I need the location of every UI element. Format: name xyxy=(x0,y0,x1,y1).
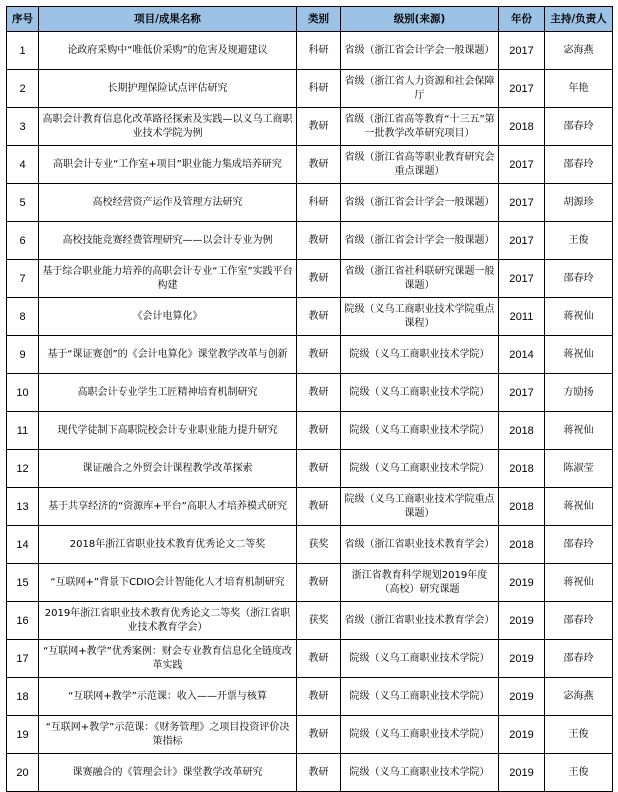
cell-project-name: 课赛融合的《管理会计》课堂教学改革研究 xyxy=(39,754,297,792)
cell-index: 15 xyxy=(7,564,39,602)
cell-index: 5 xyxy=(7,184,39,222)
header-category: 类别 xyxy=(297,7,341,32)
cell-category: 教研 xyxy=(297,678,341,716)
cell-leader: 陈淑莹 xyxy=(545,450,613,488)
header-leader: 主持/负责人 xyxy=(545,7,613,32)
cell-leader: 蒋祝仙 xyxy=(545,298,613,336)
cell-level-source: 省级（浙江省会计学会一般课题） xyxy=(341,222,499,260)
cell-year: 2019 xyxy=(499,678,545,716)
cell-level-source: 院级（义乌工商职业技术学院重点课题） xyxy=(341,488,499,526)
table-row xyxy=(7,222,613,260)
cell-index: 1 xyxy=(7,32,39,70)
table-row xyxy=(7,412,613,450)
cell-level-source: 院级（义乌工商职业技术学院） xyxy=(341,716,499,754)
cell-leader: 邵春玲 xyxy=(545,602,613,640)
cell-project-name: 现代学徒制下高职院校会计专业职业能力提升研究 xyxy=(39,412,297,450)
cell-category: 科研 xyxy=(297,70,341,108)
cell-project-name: 高职会计教育信息化改革路径探索及实践—以义乌工商职业技术学院为例 xyxy=(39,108,297,146)
cell-year: 2017 xyxy=(499,184,545,222)
cell-project-name: 高职会计专业学生工匠精神培育机制研究 xyxy=(39,374,297,412)
cell-leader: 王俊 xyxy=(545,754,613,792)
cell-leader: 蒋祝仙 xyxy=(545,564,613,602)
cell-category: 教研 xyxy=(297,412,341,450)
cell-year: 2019 xyxy=(499,564,545,602)
cell-project-name: 高校技能竞赛经费管理研究——以会计专业为例 xyxy=(39,222,297,260)
table-row xyxy=(7,526,613,564)
cell-level-source: 院级（义乌工商职业技术学院重点课程） xyxy=(341,298,499,336)
table-row xyxy=(7,754,613,792)
table-row xyxy=(7,716,613,754)
cell-category: 教研 xyxy=(297,754,341,792)
cell-level-source: 院级（义乌工商职业技术学院） xyxy=(341,412,499,450)
cell-index: 6 xyxy=(7,222,39,260)
cell-category: 教研 xyxy=(297,222,341,260)
cell-level-source: 省级（浙江省高等职业教育研究会重点课题） xyxy=(341,146,499,184)
cell-index: 2 xyxy=(7,70,39,108)
cell-project-name: “互联网+教学”示范课：收入——开票与核算 xyxy=(39,678,297,716)
table-row xyxy=(7,450,613,488)
table-row xyxy=(7,602,613,640)
cell-category: 教研 xyxy=(297,260,341,298)
cell-project-name: “互联网+教学”优秀案例：财会专业教育信息化全链度改革实践 xyxy=(39,640,297,678)
cell-project-name: 长期护理保险试点评估研究 xyxy=(39,70,297,108)
cell-level-source: 省级（浙江省会计学会一般课题） xyxy=(341,184,499,222)
cell-year: 2017 xyxy=(499,70,545,108)
table-row xyxy=(7,336,613,374)
cell-category: 教研 xyxy=(297,716,341,754)
cell-level-source: 省级（浙江省职业技术教育学会） xyxy=(341,526,499,564)
cell-leader: 方励扬 xyxy=(545,374,613,412)
table-row xyxy=(7,108,613,146)
cell-leader: 蒋祝仙 xyxy=(545,412,613,450)
cell-category: 教研 xyxy=(297,640,341,678)
cell-level-source: 省级（浙江省人力资源和社会保障厅 xyxy=(341,70,499,108)
cell-level-source: 省级（浙江省职业技术教育学会） xyxy=(341,602,499,640)
header-year: 年份 xyxy=(499,7,545,32)
cell-year: 2019 xyxy=(499,602,545,640)
cell-project-name: 基于共享经济的“资源库+平台”高职人才培养模式研究 xyxy=(39,488,297,526)
cell-project-name: 高校经营资产运作及管理方法研究 xyxy=(39,184,297,222)
cell-level-source: 浙江省教育科学规划2019年度（高校）研究课题 xyxy=(341,564,499,602)
cell-year: 2019 xyxy=(499,716,545,754)
table-row xyxy=(7,184,613,222)
header-project-name: 项目/成果名称 xyxy=(39,7,297,32)
cell-category: 教研 xyxy=(297,336,341,374)
cell-index: 17 xyxy=(7,640,39,678)
cell-year: 2019 xyxy=(499,640,545,678)
cell-project-name: 2018年浙江省职业技术教育优秀论文二等奖 xyxy=(39,526,297,564)
cell-level-source: 院级（义乌工商职业技术学院） xyxy=(341,678,499,716)
cell-leader: 邵春玲 xyxy=(545,108,613,146)
cell-leader: 蒋祝仙 xyxy=(545,488,613,526)
cell-category: 教研 xyxy=(297,374,341,412)
cell-leader: 王俊 xyxy=(545,222,613,260)
cell-leader: 王俊 xyxy=(545,716,613,754)
cell-leader: 邵春玲 xyxy=(545,260,613,298)
cell-index: 20 xyxy=(7,754,39,792)
cell-index: 10 xyxy=(7,374,39,412)
cell-level-source: 省级（浙江省会计学会一般课题） xyxy=(341,32,499,70)
header-row xyxy=(7,7,613,32)
cell-category: 教研 xyxy=(297,564,341,602)
cell-leader: 蒋祝仙 xyxy=(545,336,613,374)
cell-level-source: 院级（义乌工商职业技术学院） xyxy=(341,754,499,792)
cell-year: 2018 xyxy=(499,412,545,450)
cell-leader: 宓海燕 xyxy=(545,32,613,70)
cell-year: 2017 xyxy=(499,146,545,184)
cell-category: 教研 xyxy=(297,488,341,526)
cell-level-source: 省级（浙江省社科联研究课题一般课题） xyxy=(341,260,499,298)
cell-index: 12 xyxy=(7,450,39,488)
cell-year: 2018 xyxy=(499,488,545,526)
table-row xyxy=(7,70,613,108)
cell-category: 教研 xyxy=(297,108,341,146)
cell-category: 获奖 xyxy=(297,526,341,564)
table-row xyxy=(7,260,613,298)
header-level-source: 级别(来源) xyxy=(341,7,499,32)
cell-year: 2017 xyxy=(499,222,545,260)
cell-year: 2017 xyxy=(499,260,545,298)
cell-year: 2011 xyxy=(499,298,545,336)
cell-year: 2014 xyxy=(499,336,545,374)
cell-leader: 邵春玲 xyxy=(545,640,613,678)
cell-category: 科研 xyxy=(297,184,341,222)
cell-index: 14 xyxy=(7,526,39,564)
projects-table xyxy=(6,6,613,792)
table-row xyxy=(7,146,613,184)
cell-level-source: 省级（浙江省高等教育“十三五”第一批教学改革研究项目） xyxy=(341,108,499,146)
cell-category: 教研 xyxy=(297,298,341,336)
cell-index: 3 xyxy=(7,108,39,146)
cell-year: 2018 xyxy=(499,526,545,564)
cell-index: 16 xyxy=(7,602,39,640)
cell-index: 4 xyxy=(7,146,39,184)
cell-project-name: “互联网+教学”示范课：《财务管理》之项目投资评价决策指标 xyxy=(39,716,297,754)
cell-category: 教研 xyxy=(297,450,341,488)
cell-index: 7 xyxy=(7,260,39,298)
cell-level-source: 院级（义乌工商职业技术学院） xyxy=(341,336,499,374)
cell-level-source: 院级（义乌工商职业技术学院） xyxy=(341,450,499,488)
cell-year: 2019 xyxy=(499,754,545,792)
cell-project-name: 基于“课证赛创”的《会计电算化》课堂教学改革与创新 xyxy=(39,336,297,374)
cell-index: 13 xyxy=(7,488,39,526)
table-row xyxy=(7,678,613,716)
cell-category: 获奖 xyxy=(297,602,341,640)
cell-level-source: 院级（义乌工商职业技术学院） xyxy=(341,640,499,678)
cell-year: 2017 xyxy=(499,32,545,70)
cell-category: 科研 xyxy=(297,32,341,70)
cell-category: 教研 xyxy=(297,146,341,184)
table-row xyxy=(7,564,613,602)
table-row xyxy=(7,298,613,336)
cell-project-name: 2019年浙江省职业技术教育优秀论文二等奖（浙江省职业技术教育学会） xyxy=(39,602,297,640)
header-index: 序号 xyxy=(7,7,39,32)
table-row xyxy=(7,32,613,70)
table-row xyxy=(7,374,613,412)
cell-year: 2017 xyxy=(499,374,545,412)
cell-index: 19 xyxy=(7,716,39,754)
cell-index: 8 xyxy=(7,298,39,336)
cell-level-source: 院级（义乌工商职业技术学院） xyxy=(341,374,499,412)
cell-index: 18 xyxy=(7,678,39,716)
cell-leader: 邵春玲 xyxy=(545,526,613,564)
cell-project-name: 高职会计专业“工作室+项目”职业能力集成培养研究 xyxy=(39,146,297,184)
cell-index: 9 xyxy=(7,336,39,374)
cell-leader: 宓海燕 xyxy=(545,678,613,716)
cell-project-name: “互联网+”背景下CDIO会计智能化人才培育机制研究 xyxy=(39,564,297,602)
cell-project-name: 论政府采购中“唯低价采购”的危害及规避建议 xyxy=(39,32,297,70)
cell-year: 2018 xyxy=(499,450,545,488)
cell-leader: 胡源珍 xyxy=(545,184,613,222)
cell-leader: 邵春玲 xyxy=(545,146,613,184)
cell-project-name: 基于综合职业能力培养的高职会计专业“工作室”实践平台构建 xyxy=(39,260,297,298)
cell-index: 11 xyxy=(7,412,39,450)
table-row xyxy=(7,488,613,526)
cell-year: 2018 xyxy=(499,108,545,146)
cell-project-name: 课证融合之外贸会计课程教学改革探索 xyxy=(39,450,297,488)
cell-leader: 年艳 xyxy=(545,70,613,108)
table-row xyxy=(7,640,613,678)
cell-project-name: 《会计电算化》 xyxy=(39,298,297,336)
